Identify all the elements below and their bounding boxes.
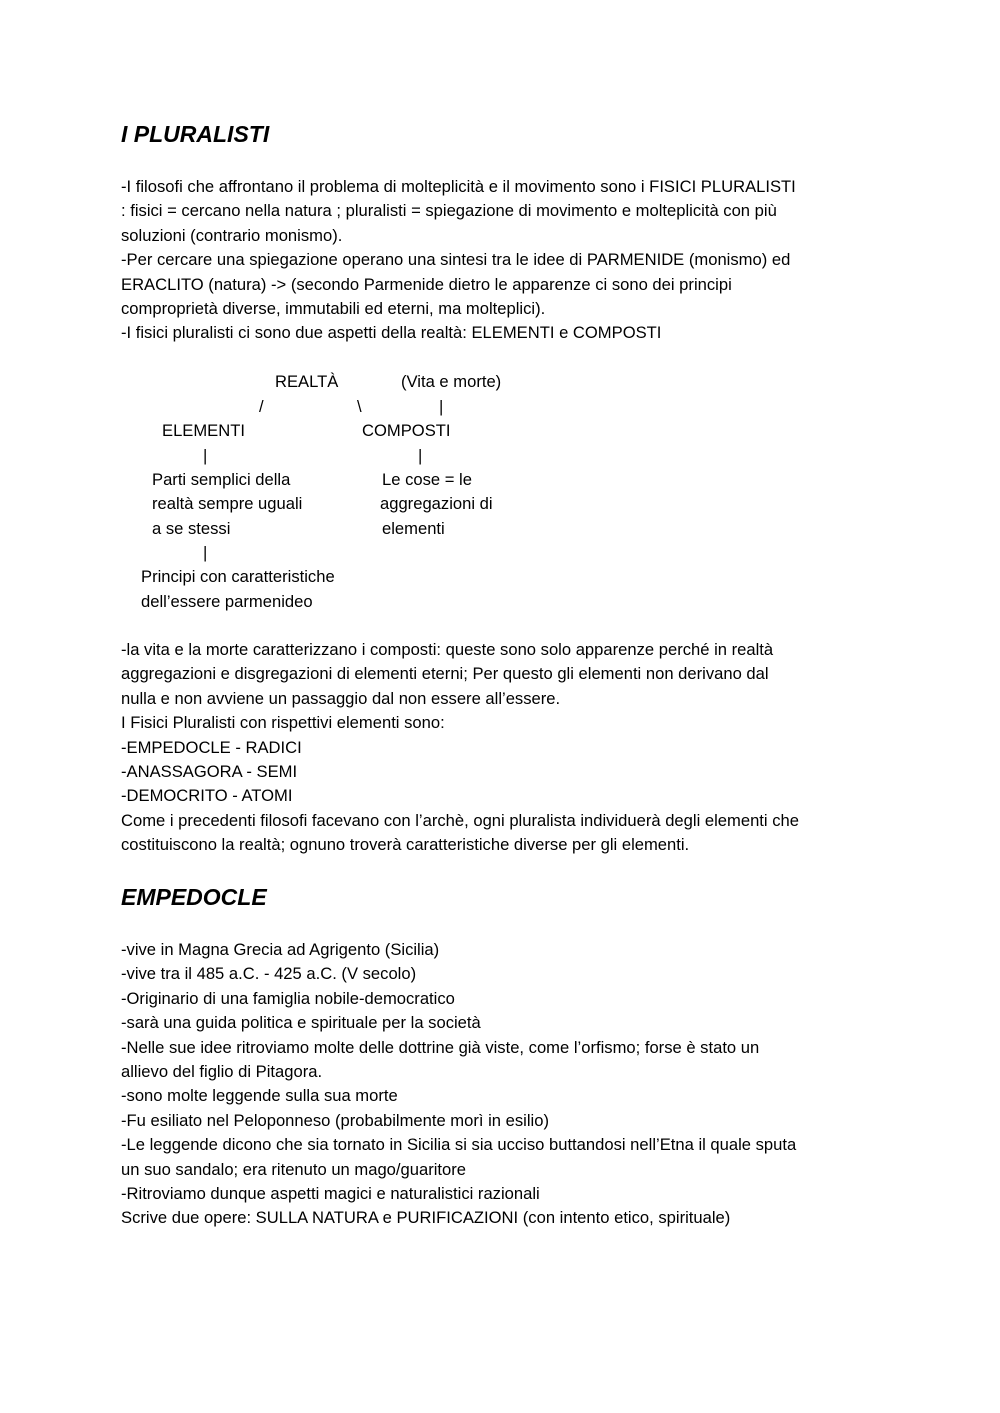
diagram-principi: Principi con caratteristiche [141, 567, 335, 586]
text-line: -I fisici pluralisti ci sono due aspetti della realtà: ELEMENTI e COMPOSTI [121, 323, 662, 343]
text-line: -sono molte leggende sulla sua morte [121, 1086, 398, 1106]
text-line: -Per cercare una spiegazione operano una sintesi tra le idee di PARMENIDE (monismo) ed [121, 250, 791, 270]
text-line: aggregazioni e disgregazioni di elementi eterni; Per questo gli elementi non derivano dal [121, 664, 769, 684]
text-line: soluzioni (contrario monismo). [121, 225, 343, 245]
text-line: un suo sandalo; era ritenuto un mago/guaritore [121, 1159, 467, 1179]
text-line: nulla e non avviene un passaggio dal non essere all’essere. [121, 688, 561, 708]
diagram-connector-backslash: \ [357, 397, 362, 416]
body-paragraph [121, 638, 901, 858]
text-line: -I filosofi che affrontano il problema di molteplicità e il movimento sono i FISICI PLURALISTI [121, 177, 796, 196]
diagram-composti-desc: aggregazioni di [380, 494, 493, 513]
text-line: -Originario di una famiglia nobile-democratico [121, 988, 455, 1008]
diagram-realta: REALTÀ [275, 372, 339, 391]
diagram-connector-pipe: | [203, 446, 208, 465]
text-line: -ANASSAGORA - SEMI [121, 761, 298, 781]
text-line: : fisici = cercano nella natura ; pluralisti = spiegazione di movimento e molteplicità con più [121, 201, 777, 221]
text-line: costituiscono la realtà; ognuno troverà caratteristiche diverse per gli elementi. [121, 835, 690, 855]
diagram-elementi-desc: a se stessi [152, 519, 231, 538]
diagram-connector-pipe: | [203, 543, 208, 562]
section-title-pluralisti: I PLURALISTI [121, 121, 270, 147]
diagram-connector-slash: / [259, 397, 264, 416]
empedocle-paragraph [121, 938, 901, 1231]
text-line: -la vita e la morte caratterizzano i composti: queste sono solo apparenze perché in realtà [121, 640, 774, 659]
text-line: -vive in Magna Grecia ad Agrigento (Sicilia) [121, 940, 440, 959]
diagram-vita-morte: (Vita e morte) [401, 372, 502, 391]
text-line: Come i precedenti filosofi facevano con l’archè, ogni pluralista individuerà degli elementi che [121, 810, 799, 830]
diagram-composti: COMPOSTI [362, 421, 451, 440]
diagram-connector-pipe: | [439, 397, 444, 416]
text-line: -Fu esiliato nel Peloponneso (probabilmente morì in esilio) [121, 1110, 549, 1130]
text-line: -Ritroviamo dunque aspetti magici e naturalistici razionali [121, 1183, 540, 1203]
text-line: Scrive due opere: SULLA NATURA e PURIFICAZIONI (con intento etico, spirituale) [121, 1208, 731, 1228]
text-line: allievo del figlio di Pitagora. [121, 1061, 323, 1081]
diagram-elementi-desc: Parti semplici della [152, 470, 291, 489]
text-line: -EMPEDOCLE - RADICI [121, 737, 302, 757]
diagram-elementi: ELEMENTI [162, 421, 245, 440]
text-line: -vive tra il 485 a.C. - 425 a.C. (V secolo) [121, 964, 417, 984]
text-line: I Fisici Pluralisti con rispettivi elementi sono: [121, 713, 445, 733]
text-line: -sarà una guida politica e spirituale per la società [121, 1013, 481, 1033]
text-line: -Le leggende dicono che sia tornato in Sicilia si sia ucciso buttandosi nell’Etna il quale sputa [121, 1135, 797, 1155]
intro-paragraph [121, 175, 901, 346]
text-line: comproprietà diverse, immutabili ed eterni, ma molteplici). [121, 298, 546, 318]
diagram-elementi-desc: realtà sempre uguali [152, 494, 303, 513]
text-line: -Nelle sue idee ritroviamo molte delle dottrine già viste, come l’orfismo; forse è stato un [121, 1037, 760, 1057]
diagram-connector-pipe: | [418, 446, 423, 465]
diagram-composti-desc: elementi [382, 519, 445, 538]
diagram-composti-desc: Le cose = le [382, 470, 472, 489]
section-title-empedocle: EMPEDOCLE [121, 884, 267, 910]
text-line: ERACLITO (natura) -> (secondo Parmenide dietro le apparenze ci sono dei principi [121, 274, 732, 294]
diagram-principi: dell’essere parmenideo [141, 592, 313, 611]
text-line: -DEMOCRITO - ATOMI [121, 786, 293, 806]
